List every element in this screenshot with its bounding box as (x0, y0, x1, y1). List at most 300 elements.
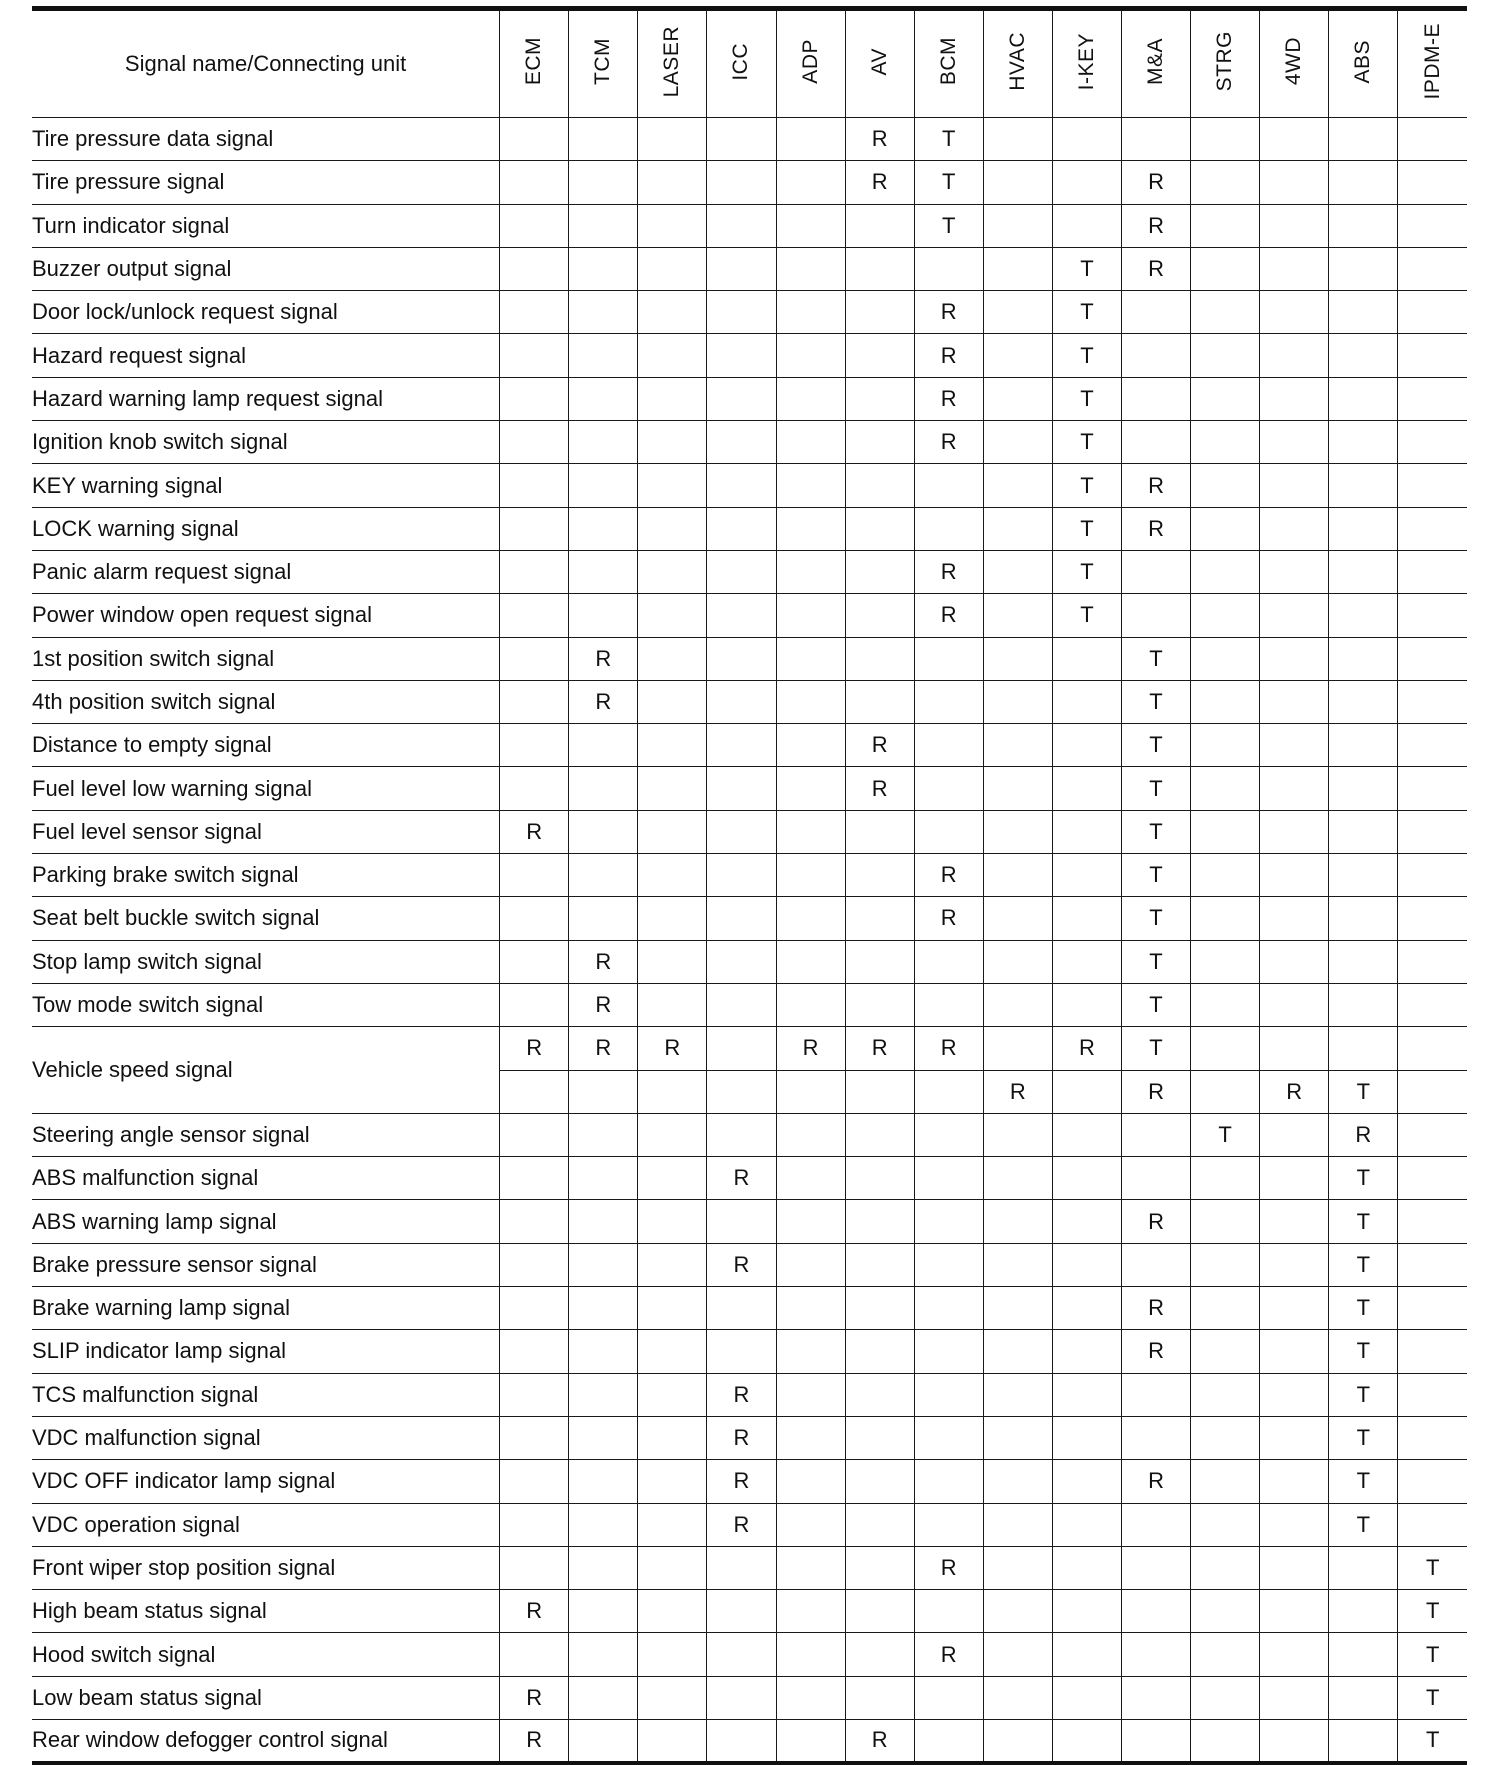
signal-mark-cell (1121, 1503, 1190, 1546)
signal-mark-cell (914, 810, 983, 853)
signal-mark-cell: T (1121, 767, 1190, 810)
signal-mark-cell (1329, 940, 1398, 983)
signal-mark-cell (1260, 1676, 1329, 1719)
signal-mark-cell (845, 1460, 914, 1503)
signal-mark-cell (1329, 464, 1398, 507)
signal-mark-cell: T (1052, 507, 1121, 550)
signal-mark-cell (1260, 464, 1329, 507)
signal-mark-cell (500, 247, 569, 290)
signal-mark-cell (983, 1287, 1052, 1330)
signal-mark-cell (1260, 1243, 1329, 1286)
signal-mark-cell (776, 1070, 845, 1113)
signal-mark-cell (1191, 507, 1260, 550)
signal-mark-cell (638, 1590, 707, 1633)
signal-mark-cell (845, 1200, 914, 1243)
signal-mark-cell (1329, 810, 1398, 853)
signal-mark-cell (1191, 983, 1260, 1026)
signal-mark-cell (776, 810, 845, 853)
signal-mark-cell (983, 637, 1052, 680)
signal-mark-cell (1260, 724, 1329, 767)
signal-mark-cell (1398, 854, 1467, 897)
signal-mark-cell (1260, 291, 1329, 334)
signal-mark-cell (1329, 1027, 1398, 1070)
signal-mark-cell: T (1329, 1070, 1398, 1113)
signal-mark-cell (569, 118, 638, 161)
signal-name-cell: Ignition knob switch signal (32, 421, 500, 464)
signal-mark-cell (845, 377, 914, 420)
signal-mark-cell (983, 334, 1052, 377)
signal-name-cell: High beam status signal (32, 1590, 500, 1633)
signal-mark-cell (707, 1676, 776, 1719)
signal-mark-cell (983, 1460, 1052, 1503)
signal-mark-cell (914, 1373, 983, 1416)
signal-mark-cell (1191, 421, 1260, 464)
signal-mark-cell (500, 594, 569, 637)
table-row (32, 161, 1467, 204)
signal-mark-cell (914, 464, 983, 507)
signal-mark-cell (914, 1719, 983, 1762)
signal-mark-cell (1052, 897, 1121, 940)
signal-mark-cell (776, 1676, 845, 1719)
signal-mark-cell (1191, 1070, 1260, 1113)
signal-mark-cell (1329, 161, 1398, 204)
unit-header-label: ECM (522, 37, 546, 86)
signal-name-cell: TCS malfunction signal (32, 1373, 500, 1416)
signal-mark-cell (1398, 507, 1467, 550)
table-row (32, 118, 1467, 161)
signal-mark-cell (983, 1330, 1052, 1373)
signal-mark-cell (1260, 940, 1329, 983)
signal-mark-cell (707, 204, 776, 247)
signal-mark-cell (1052, 1373, 1121, 1416)
table-row (32, 767, 1467, 810)
signal-mark-cell (500, 334, 569, 377)
table-row (32, 1027, 1467, 1070)
signal-mark-cell (707, 1546, 776, 1589)
signal-mark-cell (1398, 334, 1467, 377)
signal-mark-cell (500, 1503, 569, 1546)
signal-mark-cell (1052, 637, 1121, 680)
signal-mark-cell (983, 1243, 1052, 1286)
signal-mark-cell (776, 1503, 845, 1546)
signal-mark-cell (1191, 810, 1260, 853)
table-row (32, 1416, 1467, 1459)
table-row (32, 1113, 1467, 1156)
signal-mark-cell (638, 161, 707, 204)
table-row (32, 1157, 1467, 1200)
signal-mark-cell (1191, 1546, 1260, 1589)
signal-mark-cell (1329, 291, 1398, 334)
signal-mark-cell (1260, 594, 1329, 637)
signal-mark-cell (1191, 1287, 1260, 1330)
signal-mark-cell (845, 1157, 914, 1200)
signal-mark-cell: R (914, 550, 983, 593)
signal-name-cell: Hazard request signal (32, 334, 500, 377)
signal-mark-cell (707, 291, 776, 334)
table-row (32, 1243, 1467, 1286)
signal-name-cell: Brake pressure sensor signal (32, 1243, 500, 1286)
signal-mark-cell (914, 1460, 983, 1503)
signal-mark-cell (776, 637, 845, 680)
signal-mark-cell: T (1398, 1590, 1467, 1633)
signal-mark-cell (983, 1590, 1052, 1633)
signal-mark-cell (983, 724, 1052, 767)
signal-mark-cell (845, 1546, 914, 1589)
signal-mark-cell (1398, 680, 1467, 723)
signal-name-cell: ABS malfunction signal (32, 1157, 500, 1200)
signal-mark-cell (983, 1719, 1052, 1762)
signal-mark-cell (500, 637, 569, 680)
signal-mark-cell (914, 983, 983, 1026)
signal-mark-cell (914, 1416, 983, 1459)
signal-mark-cell (569, 1676, 638, 1719)
signal-mark-cell: T (914, 161, 983, 204)
signal-mark-cell (638, 1416, 707, 1459)
signal-mark-cell (638, 680, 707, 723)
signal-mark-cell (638, 118, 707, 161)
signal-mark-cell (1121, 1113, 1190, 1156)
signal-mark-cell (983, 1546, 1052, 1589)
signal-mark-cell (983, 464, 1052, 507)
signal-name-cell: Power window open request signal (32, 594, 500, 637)
signal-mark-cell (500, 767, 569, 810)
signal-mark-cell (500, 680, 569, 723)
signal-mark-cell: R (1121, 161, 1190, 204)
signal-mark-cell: T (1121, 897, 1190, 940)
signal-mark-cell (1398, 724, 1467, 767)
signal-mark-cell (1121, 1157, 1190, 1200)
signal-mark-cell (638, 767, 707, 810)
signal-mark-cell: T (1329, 1330, 1398, 1373)
signal-mark-cell (1191, 1460, 1260, 1503)
signal-mark-cell (500, 1243, 569, 1286)
signal-mark-cell (500, 464, 569, 507)
signal-mark-cell: T (1052, 421, 1121, 464)
unit-header-ecm (500, 9, 569, 118)
signal-mark-cell (500, 940, 569, 983)
signal-mark-cell (845, 637, 914, 680)
signal-mark-cell (914, 1676, 983, 1719)
unit-header-label: STRG (1213, 31, 1237, 92)
signal-mark-cell (638, 464, 707, 507)
signal-mark-cell (845, 1287, 914, 1330)
signal-mark-cell (1260, 507, 1329, 550)
signal-mark-cell (1260, 810, 1329, 853)
signal-mark-cell (776, 118, 845, 161)
signal-mark-cell (1191, 1676, 1260, 1719)
signal-mark-cell (845, 1676, 914, 1719)
signal-mark-cell (983, 377, 1052, 420)
signal-mark-cell (845, 1113, 914, 1156)
signal-mark-cell (845, 940, 914, 983)
signal-mark-cell (845, 983, 914, 1026)
signal-mark-cell (638, 1503, 707, 1546)
signal-mark-cell (1398, 637, 1467, 680)
signal-mark-cell: R (707, 1243, 776, 1286)
signal-mark-cell (1191, 377, 1260, 420)
signal-mark-cell (569, 161, 638, 204)
signal-name-cell: KEY warning signal (32, 464, 500, 507)
signal-mark-cell (845, 1503, 914, 1546)
signal-mark-cell (500, 1287, 569, 1330)
signal-mark-cell (569, 1157, 638, 1200)
signal-mark-cell: T (1121, 810, 1190, 853)
signal-mark-cell (1398, 1157, 1467, 1200)
signal-mark-cell (1121, 291, 1190, 334)
signal-mark-cell (1329, 1676, 1398, 1719)
table-row (32, 1287, 1467, 1330)
unit-header-tcm (569, 9, 638, 118)
signal-mark-cell: R (983, 1070, 1052, 1113)
signal-name-cell: Steering angle sensor signal (32, 1113, 500, 1156)
signal-name-cell: Stop lamp switch signal (32, 940, 500, 983)
signal-mark-cell (500, 204, 569, 247)
signal-mark-cell (1191, 594, 1260, 637)
signal-mark-cell (569, 1719, 638, 1762)
signal-mark-cell (707, 940, 776, 983)
signal-mark-cell (569, 854, 638, 897)
signal-name-cell: LOCK warning signal (32, 507, 500, 550)
signal-mark-cell: R (914, 334, 983, 377)
signal-mark-cell (638, 594, 707, 637)
signal-mark-cell (1121, 1243, 1190, 1286)
signal-mark-cell (983, 940, 1052, 983)
signal-mark-cell (1398, 1330, 1467, 1373)
signal-mark-cell: R (845, 724, 914, 767)
signal-mark-cell (1329, 118, 1398, 161)
signal-mark-cell (776, 1243, 845, 1286)
signal-mark-cell (500, 983, 569, 1026)
signal-mark-cell (1329, 1719, 1398, 1762)
signal-mark-cell (500, 161, 569, 204)
signal-mark-cell: T (1121, 854, 1190, 897)
table-row (32, 1460, 1467, 1503)
unit-header-abs (1329, 9, 1398, 118)
signal-mark-cell (1260, 1633, 1329, 1676)
signal-mark-cell (707, 983, 776, 1026)
signal-mark-cell (1329, 1633, 1398, 1676)
signal-mark-cell (845, 594, 914, 637)
signal-name-cell: VDC OFF indicator lamp signal (32, 1460, 500, 1503)
unit-header-label: LASER (660, 25, 684, 98)
table-row (32, 421, 1467, 464)
signal-mark-cell (569, 1590, 638, 1633)
signal-mark-cell: R (914, 377, 983, 420)
unit-header-label: IPDM-E (1420, 23, 1444, 100)
table-row (32, 1503, 1467, 1546)
signal-mark-cell (1121, 1590, 1190, 1633)
signal-mark-cell (776, 1287, 845, 1330)
signal-mark-cell: R (707, 1503, 776, 1546)
signal-mark-cell (1398, 767, 1467, 810)
unit-header-m-a (1121, 9, 1190, 118)
signal-mark-cell (914, 1330, 983, 1373)
table-row (32, 507, 1467, 550)
signal-mark-cell: T (1052, 291, 1121, 334)
signal-mark-cell (1052, 854, 1121, 897)
signal-mark-cell: R (914, 1027, 983, 1070)
signal-mark-cell (776, 1719, 845, 1762)
signal-mark-cell (500, 291, 569, 334)
signal-mark-cell (914, 247, 983, 290)
table-row (32, 1373, 1467, 1416)
signal-mark-cell (1052, 1676, 1121, 1719)
signal-mark-cell (1398, 1373, 1467, 1416)
signal-name-cell: VDC malfunction signal (32, 1416, 500, 1459)
signal-mark-cell (707, 1287, 776, 1330)
table-row (32, 897, 1467, 940)
signal-mark-cell (1191, 767, 1260, 810)
signal-mark-cell (707, 854, 776, 897)
signal-mark-cell (845, 1070, 914, 1113)
signal-mark-cell: R (845, 118, 914, 161)
signal-mark-cell (500, 1460, 569, 1503)
signal-mark-cell: T (1329, 1157, 1398, 1200)
signal-mark-cell (1191, 118, 1260, 161)
signal-mark-cell: R (914, 291, 983, 334)
signal-mark-cell (983, 594, 1052, 637)
signal-mark-cell (1260, 854, 1329, 897)
signal-name-cell: 4th position switch signal (32, 680, 500, 723)
signal-mark-cell (776, 1460, 845, 1503)
signal-table (32, 6, 1467, 1765)
unit-header-ipdm-e (1398, 9, 1467, 118)
unit-header-laser (638, 9, 707, 118)
signal-mark-cell (845, 810, 914, 853)
signal-name-cell: Rear window defogger control signal (32, 1719, 500, 1762)
signal-mark-cell (1052, 161, 1121, 204)
signal-mark-cell (707, 680, 776, 723)
signal-mark-cell: R (1121, 1287, 1190, 1330)
signal-name-cell: Seat belt buckle switch signal (32, 897, 500, 940)
signal-mark-cell (638, 1287, 707, 1330)
signal-mark-cell (638, 377, 707, 420)
signal-mark-cell (1398, 247, 1467, 290)
signal-mark-cell: T (1121, 724, 1190, 767)
signal-name-cell: Tire pressure data signal (32, 118, 500, 161)
signal-mark-cell (1329, 507, 1398, 550)
signal-mark-cell: T (914, 118, 983, 161)
unit-header-label: M&A (1144, 37, 1168, 85)
signal-mark-cell (500, 1200, 569, 1243)
signal-mark-cell (1052, 1633, 1121, 1676)
signal-mark-cell (914, 1503, 983, 1546)
signal-mark-cell: T (914, 204, 983, 247)
signal-mark-cell (500, 118, 569, 161)
signal-mark-cell (1260, 1503, 1329, 1546)
signal-mark-cell: R (638, 1027, 707, 1070)
table-row (32, 464, 1467, 507)
signal-mark-cell (500, 724, 569, 767)
table-body (32, 118, 1467, 1763)
signal-name-cell: Hood switch signal (32, 1633, 500, 1676)
signal-mark-cell (638, 1157, 707, 1200)
signal-mark-cell: R (569, 680, 638, 723)
signal-mark-cell (500, 1373, 569, 1416)
signal-name-cell: ABS warning lamp signal (32, 1200, 500, 1243)
signal-mark-cell (707, 1070, 776, 1113)
signal-mark-cell (707, 724, 776, 767)
signal-mark-cell (845, 1243, 914, 1286)
signal-mark-cell (569, 1113, 638, 1156)
signal-mark-cell (638, 1546, 707, 1589)
signal-mark-cell: T (1191, 1113, 1260, 1156)
signal-mark-cell (914, 1243, 983, 1286)
signal-mark-cell (983, 204, 1052, 247)
signal-mark-cell (569, 334, 638, 377)
signal-name-cell: Brake warning lamp signal (32, 1287, 500, 1330)
signal-mark-cell (776, 1373, 845, 1416)
signal-mark-cell: T (1121, 637, 1190, 680)
signal-mark-cell (1052, 1330, 1121, 1373)
signal-mark-cell: R (500, 1590, 569, 1633)
table-row (32, 680, 1467, 723)
table-row (32, 724, 1467, 767)
signal-name-cell: Low beam status signal (32, 1676, 500, 1719)
signal-mark-cell: R (914, 1546, 983, 1589)
table-row (32, 377, 1467, 420)
signal-mark-cell (845, 1633, 914, 1676)
signal-mark-cell (569, 1633, 638, 1676)
signal-mark-cell: R (707, 1157, 776, 1200)
table-row (32, 983, 1467, 1026)
signal-mark-cell (983, 161, 1052, 204)
signal-name-cell: Front wiper stop position signal (32, 1546, 500, 1589)
signal-mark-cell (1052, 1243, 1121, 1286)
signal-mark-cell: T (1329, 1460, 1398, 1503)
signal-mark-cell (638, 1719, 707, 1762)
signal-name-cell: Buzzer output signal (32, 247, 500, 290)
signal-mark-cell (638, 334, 707, 377)
signal-mark-cell: T (1398, 1546, 1467, 1589)
signal-mark-cell: T (1329, 1416, 1398, 1459)
table-row (32, 291, 1467, 334)
signal-mark-cell (914, 767, 983, 810)
signal-mark-cell (500, 1546, 569, 1589)
signal-mark-cell (1052, 1200, 1121, 1243)
signal-mark-cell (707, 334, 776, 377)
signal-mark-cell (1260, 1590, 1329, 1633)
signal-mark-cell (1398, 377, 1467, 420)
signal-mark-cell (776, 291, 845, 334)
signal-mark-cell (500, 854, 569, 897)
signal-mark-cell: T (1052, 334, 1121, 377)
signal-mark-cell (500, 897, 569, 940)
signal-mark-cell (1260, 897, 1329, 940)
signal-mark-cell (776, 1416, 845, 1459)
signal-mark-cell (1191, 1243, 1260, 1286)
signal-mark-cell: T (1121, 680, 1190, 723)
signal-mark-cell (983, 1416, 1052, 1459)
signal-mark-cell (1191, 724, 1260, 767)
signal-mark-cell (500, 1070, 569, 1113)
signal-mark-cell: R (845, 767, 914, 810)
signal-name-cell: Parking brake switch signal (32, 854, 500, 897)
signal-mark-cell (1398, 897, 1467, 940)
signal-mark-cell (1398, 204, 1467, 247)
signal-mark-cell (569, 1330, 638, 1373)
signal-mark-cell (1191, 161, 1260, 204)
signal-mark-cell (983, 1200, 1052, 1243)
signal-mark-cell (500, 550, 569, 593)
signal-mark-cell (1329, 377, 1398, 420)
signal-mark-cell: R (845, 1027, 914, 1070)
signal-name-cell: Hazard warning lamp request signal (32, 377, 500, 420)
signal-mark-cell: R (707, 1416, 776, 1459)
signal-mark-cell (1191, 1503, 1260, 1546)
signal-mark-cell (1329, 854, 1398, 897)
signal-mark-cell (1329, 550, 1398, 593)
